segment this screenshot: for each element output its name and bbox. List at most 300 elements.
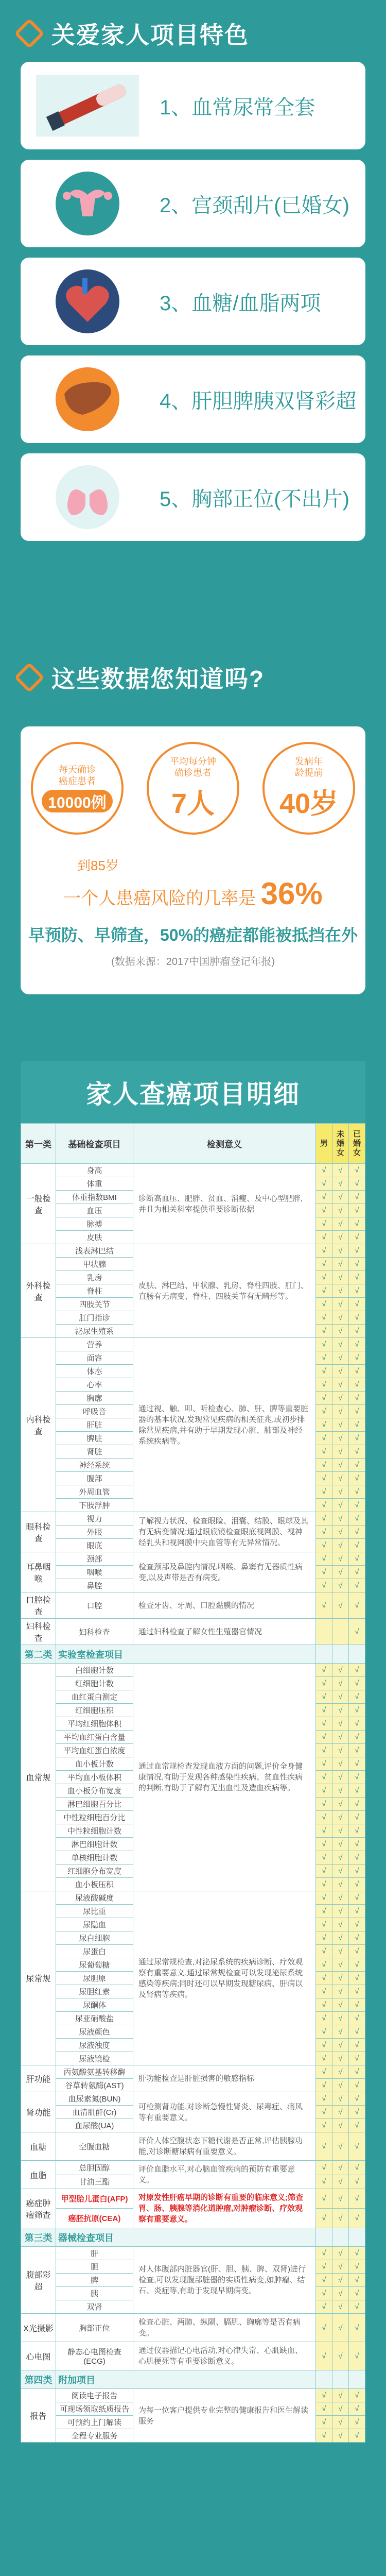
table-row <box>21 2389 365 2402</box>
check-cell: √ <box>332 2300 349 2314</box>
check-cell: √ <box>316 1878 332 1891</box>
check-cell: √ <box>332 1945 349 1958</box>
check-cell: √ <box>316 2416 332 2429</box>
item-cell: 视力 <box>56 1512 133 1526</box>
check-cell: √ <box>332 1485 349 1499</box>
part-header-row <box>21 2228 365 2247</box>
check-cell: √ <box>332 2209 349 2228</box>
check-cell <box>349 2370 365 2389</box>
meaning-cell: 通过妇科检查了解女性生殖器官情况 <box>133 1619 316 1645</box>
table-row <box>21 1664 365 1677</box>
category-cell: 心电图 <box>21 2342 56 2370</box>
check-cell: √ <box>349 2342 365 2370</box>
check-cell: √ <box>349 1972 365 1985</box>
item-cell: 可现场领取纸质报告 <box>56 2402 133 2416</box>
check-cell: √ <box>316 2052 332 2065</box>
meaning-cell: 对原发性肝癌早期的诊断有重要的临床意义;筛查胃、肠、胰腺等消化道肿瘤,对肿瘤诊断、疗效观察有重要意义。 <box>133 2189 316 2228</box>
feature-card-1 <box>21 62 365 149</box>
table-body <box>21 1164 365 2443</box>
feature-card-3 <box>21 258 365 345</box>
item-cell: 体态 <box>56 1365 133 1378</box>
check-cell: √ <box>349 1677 365 1690</box>
item-cell: 肝 <box>56 2247 133 2260</box>
check-cell: √ <box>316 1204 332 1217</box>
check-cell: √ <box>349 1566 365 1579</box>
item-cell: 营养 <box>56 1338 133 1351</box>
check-cell: √ <box>349 1905 365 1918</box>
meaning-cell: 可检测肾功能,对诊断急慢性肾炎、尿毒症、痛风等有重要意义。 <box>133 2092 316 2132</box>
item-cell: 脾脏 <box>56 1432 133 1445</box>
meaning-cell: 检查牙齿、牙周、口腔黏膜的情况 <box>133 1592 316 1619</box>
item-cell: 脾 <box>56 2274 133 2287</box>
check-cell: √ <box>349 1325 365 1338</box>
check-cell: √ <box>349 2314 365 2342</box>
age-85-label: 到85岁 <box>77 858 119 873</box>
meaning-cell: 检查心脏、两肺、纵隔、膈肌、胸廓等是否有病变。 <box>133 2314 316 2342</box>
check-cell: √ <box>349 2119 365 2132</box>
check-cell: √ <box>332 1392 349 1405</box>
check-cell: √ <box>332 2402 349 2416</box>
item-cell: 尿隐血 <box>56 1918 133 1931</box>
check-cell: √ <box>349 2247 365 2260</box>
check-cell: √ <box>316 2209 332 2228</box>
check-cell: √ <box>332 1164 349 1177</box>
check-cell: √ <box>316 1552 332 1566</box>
meaning-cell: 为每一位客户提供专业完整的健康报告和医生解读服务 <box>133 2389 316 2443</box>
prevention-line: 早预防、早筛查，50%的癌症都能被抵挡在外 <box>28 926 358 944</box>
check-cell: √ <box>332 1592 349 1619</box>
item-cell: 尿葡萄糖 <box>56 1958 133 1972</box>
item-cell: 尿亚硝酸盐 <box>56 2012 133 2025</box>
check-cell: √ <box>349 2092 365 2106</box>
check-cell: √ <box>316 1757 332 1771</box>
item-cell: 平均血红蛋白浓度 <box>56 1744 133 1757</box>
check-cell: √ <box>349 1271 365 1284</box>
item-cell: 红细胞计数 <box>56 1677 133 1690</box>
check-cell <box>332 1619 349 1645</box>
check-cell: √ <box>332 1512 349 1526</box>
check-cell: √ <box>349 1459 365 1472</box>
check-cell: √ <box>349 1338 365 1351</box>
check-cell: √ <box>316 1405 332 1418</box>
item-cell: 妇科检查 <box>56 1619 133 1645</box>
check-cell: √ <box>332 1231 349 1244</box>
check-cell: √ <box>349 1717 365 1731</box>
check-cell: √ <box>332 1731 349 1744</box>
liver-icon <box>31 363 144 435</box>
check-cell: √ <box>316 1931 332 1945</box>
category-cell: 肝功能 <box>21 2065 56 2092</box>
check-cell: √ <box>316 1485 332 1499</box>
check-cell: √ <box>316 1445 332 1459</box>
item-cell: 白细胞计数 <box>56 1664 133 1677</box>
col-meaning: 检测意义 <box>133 1124 316 1164</box>
item-cell: 脊柱 <box>56 1284 133 1298</box>
stat-circle-minute <box>147 742 239 835</box>
stat-label: 确诊患者 <box>174 767 212 778</box>
item-cell: 鼻腔 <box>56 1579 133 1592</box>
meaning-cell: 皮肤、淋巴结、甲状腺、乳房、脊柱四肢、肛门、直肠有无病变、脊柱、四肢关节有无畸形等。 <box>133 1244 316 1338</box>
check-cell: √ <box>332 1905 349 1918</box>
item-cell: 全程专业服务 <box>56 2429 133 2443</box>
item-cell: 红细胞压积 <box>56 1704 133 1717</box>
check-cell: √ <box>316 1512 332 1526</box>
item-cell: 丙氨酸氨基转移酶 <box>56 2065 133 2079</box>
feature-card-4 <box>21 355 365 443</box>
check-cell <box>316 2228 332 2247</box>
category-cell: 血脂 <box>21 2161 56 2189</box>
check-cell: √ <box>349 2189 365 2209</box>
item-cell: 平均血小板体积 <box>56 1771 133 1784</box>
table-row <box>21 2132 365 2161</box>
check-cell: √ <box>349 1552 365 1566</box>
check-cell <box>316 2370 332 2389</box>
item-cell: 甲状腺 <box>56 1258 133 1271</box>
item-cell: 神经系统 <box>56 1459 133 1472</box>
check-cell: √ <box>316 1918 332 1931</box>
item-cell: 呼吸音 <box>56 1405 133 1418</box>
check-cell: √ <box>349 1311 365 1325</box>
check-cell: √ <box>349 1177 365 1191</box>
check-cell: √ <box>332 1931 349 1945</box>
check-cell: √ <box>332 1539 349 1552</box>
check-cell: √ <box>349 2039 365 2052</box>
check-cell: √ <box>316 2247 332 2260</box>
check-cell: √ <box>316 1664 332 1677</box>
item-cell: 淋巴细胞百分比 <box>56 1798 133 1811</box>
item-cell: 血清肌酐(Cr) <box>56 2106 133 2119</box>
check-cell: √ <box>332 1690 349 1704</box>
part-cat: 第二类 <box>21 1645 56 1664</box>
check-cell: √ <box>332 1552 349 1566</box>
check-cell: √ <box>332 2429 349 2443</box>
stat-label: 癌症患者 <box>59 776 96 786</box>
check-cell: √ <box>349 2300 365 2314</box>
check-cell: √ <box>332 1918 349 1931</box>
item-cell: 红细胞分布宽度 <box>56 1865 133 1878</box>
check-cell: √ <box>316 1526 332 1539</box>
check-cell: √ <box>332 1445 349 1459</box>
check-cell: √ <box>316 1418 332 1432</box>
check-cell: √ <box>349 1231 365 1244</box>
check-cell: √ <box>349 1365 365 1378</box>
check-cell: √ <box>349 2389 365 2402</box>
check-cell: √ <box>316 1191 332 1204</box>
stat-value: 7人 <box>171 788 215 819</box>
check-cell: √ <box>332 2247 349 2260</box>
stat-value: 10000例 <box>42 790 112 812</box>
check-cell: √ <box>332 2106 349 2119</box>
risk-line <box>21 876 365 911</box>
check-cell: √ <box>316 1177 332 1191</box>
check-cell: √ <box>332 2039 349 2052</box>
heart-icon <box>31 265 144 337</box>
col-male: 男 <box>316 1124 332 1164</box>
check-cell: √ <box>349 1579 365 1592</box>
check-cell: √ <box>316 1338 332 1351</box>
check-cell: √ <box>349 1526 365 1539</box>
check-cell: √ <box>332 1378 349 1392</box>
meaning-cell: 检查颈部及鼻腔内情况,咽喉、鼻窦有无器质性病变,以及声带是否有病变。 <box>133 1552 316 1592</box>
check-cell: √ <box>316 1325 332 1338</box>
item-cell: 浅表淋巴结 <box>56 1244 133 1258</box>
check-cell: √ <box>332 2119 349 2132</box>
check-cell: √ <box>316 2402 332 2416</box>
check-cell: √ <box>349 1704 365 1717</box>
check-cell: √ <box>349 1392 365 1405</box>
check-cell <box>349 1645 365 1664</box>
check-cell: √ <box>316 1351 332 1365</box>
check-cell: √ <box>332 2079 349 2092</box>
table-row <box>21 1552 365 1566</box>
check-cell: √ <box>349 1731 365 1744</box>
check-cell <box>332 2228 349 2247</box>
category-cell: 癌症肿瘤筛查 <box>21 2189 56 2228</box>
check-cell: √ <box>316 1945 332 1958</box>
stat-label: 发病年 <box>295 756 323 767</box>
check-cell: √ <box>349 1619 365 1645</box>
check-cell: √ <box>316 1998 332 2012</box>
check-cell: √ <box>349 2025 365 2039</box>
col-category: 第一类 <box>21 1124 56 1164</box>
table-row <box>21 2161 365 2175</box>
item-cell: 胰 <box>56 2287 133 2300</box>
item-cell: 双肾 <box>56 2300 133 2314</box>
table-row <box>21 1619 365 1645</box>
check-cell: √ <box>332 1985 349 1998</box>
feature-label-1: 1、血常尿常全套 <box>160 96 315 119</box>
check-cell: √ <box>316 2287 332 2300</box>
check-cell: √ <box>316 1677 332 1690</box>
feature-label-5: 5、胸部正位(不出片) <box>160 487 349 511</box>
check-cell: √ <box>349 1378 365 1392</box>
check-cell: √ <box>332 1851 349 1865</box>
check-cell: √ <box>349 1418 365 1432</box>
check-cell: √ <box>349 1985 365 1998</box>
table-row <box>21 1891 365 1905</box>
item-cell: 咽喉 <box>56 1566 133 1579</box>
check-cell: √ <box>332 1865 349 1878</box>
check-cell: √ <box>316 1432 332 1445</box>
stat-label: 平均每分钟 <box>170 756 216 767</box>
check-cell: √ <box>316 1499 332 1512</box>
check-cell: √ <box>332 2012 349 2025</box>
check-cell: √ <box>332 1365 349 1378</box>
section1-header <box>0 10 268 57</box>
meaning-cell: 评价人体空腹状态下糖代谢是否正常,评估胰腺功能,对诊断糖尿病有重要意义。 <box>133 2132 316 2161</box>
check-cell: √ <box>332 2260 349 2274</box>
check-cell: √ <box>332 2175 349 2189</box>
item-cell: 尿白细胞 <box>56 1931 133 1945</box>
check-cell: √ <box>316 1811 332 1824</box>
check-cell: √ <box>316 1539 332 1552</box>
check-cell: √ <box>349 1798 365 1811</box>
item-cell: 颈部 <box>56 1552 133 1566</box>
check-cell: √ <box>332 2132 349 2161</box>
part-title: 实验室检查项目 <box>56 1645 316 1664</box>
check-cell: √ <box>316 1311 332 1325</box>
table-row <box>21 2314 365 2342</box>
check-cell: √ <box>349 1164 365 1177</box>
item-cell: 单核细胞计数 <box>56 1851 133 1865</box>
check-cell: √ <box>349 2106 365 2119</box>
check-cell: √ <box>316 1459 332 1472</box>
check-cell: √ <box>332 1677 349 1690</box>
check-cell: √ <box>316 1985 332 1998</box>
check-cell: √ <box>332 1784 349 1798</box>
check-cell: √ <box>349 1838 365 1851</box>
section2-header <box>0 654 283 701</box>
check-cell: √ <box>349 1298 365 1311</box>
check-cell: √ <box>332 1338 349 1351</box>
stat-circle-daily <box>31 742 124 835</box>
check-cell: √ <box>349 1405 365 1418</box>
check-cell: √ <box>332 1972 349 1985</box>
table-row <box>21 2189 365 2209</box>
data-source: (数据来源：2017中国肿瘤登记年报) <box>111 956 275 968</box>
check-cell: √ <box>332 1244 349 1258</box>
check-cell: √ <box>316 1392 332 1405</box>
item-cell: 胸部正位 <box>56 2314 133 2342</box>
check-cell: √ <box>332 1472 349 1485</box>
check-cell: √ <box>316 2189 332 2209</box>
check-cell: √ <box>316 1784 332 1798</box>
item-cell: 胆 <box>56 2260 133 2274</box>
checkup-table-wrap <box>21 1123 365 2443</box>
stat-circle-age <box>262 742 355 835</box>
item-cell: 谷草转氨酶(AST) <box>56 2079 133 2092</box>
check-cell: √ <box>349 1811 365 1824</box>
check-cell: √ <box>316 2300 332 2314</box>
check-cell: √ <box>316 2106 332 2119</box>
check-cell: √ <box>332 1204 349 1217</box>
check-cell: √ <box>332 1771 349 1784</box>
check-cell: √ <box>332 1459 349 1472</box>
item-cell: 体重指数BMI <box>56 1191 133 1204</box>
check-cell: √ <box>349 1217 365 1231</box>
stats-box <box>21 726 365 994</box>
check-cell <box>332 2370 349 2389</box>
check-cell: √ <box>349 1244 365 1258</box>
item-cell: 尿液颜色 <box>56 2025 133 2039</box>
item-cell: 尿液浊度 <box>56 2039 133 2052</box>
item-cell: 尿酮体 <box>56 1998 133 2012</box>
check-cell: √ <box>316 1824 332 1838</box>
category-cell: 一般检查 <box>21 1164 56 1244</box>
stat-label: 每天确诊 <box>59 765 96 775</box>
check-cell: √ <box>349 1918 365 1931</box>
test-tube-icon <box>31 70 144 142</box>
feature-card-5 <box>21 453 365 541</box>
check-cell: √ <box>332 1878 349 1891</box>
item-cell: 皮肤 <box>56 1231 133 1244</box>
check-cell: √ <box>349 1771 365 1784</box>
item-cell: 乳房 <box>56 1271 133 1284</box>
category-cell: 尿常规 <box>21 1891 56 2065</box>
item-cell: 中性粒细胞百分比 <box>56 1811 133 1824</box>
part-cat: 第三类 <box>21 2228 56 2247</box>
check-cell: √ <box>316 2342 332 2370</box>
check-cell: √ <box>332 1217 349 1231</box>
table-row <box>21 1512 365 1526</box>
feature-label-4: 4、肝胆脾胰双肾彩超 <box>160 389 357 413</box>
check-cell: √ <box>349 1945 365 1958</box>
check-cell: √ <box>332 1744 349 1757</box>
item-cell: 胸廓 <box>56 1392 133 1405</box>
item-cell: 口腔 <box>56 1592 133 1619</box>
check-cell: √ <box>316 1771 332 1784</box>
check-cell: √ <box>349 1445 365 1459</box>
section3-title: 家人查癌项目明细 <box>21 1061 365 1123</box>
check-cell: √ <box>316 2274 332 2287</box>
section2-title: 这些数据您知道吗? <box>51 666 265 692</box>
check-cell: √ <box>332 1526 349 1539</box>
check-cell: √ <box>316 1566 332 1579</box>
check-cell: √ <box>316 1865 332 1878</box>
check-cell: √ <box>316 1690 332 1704</box>
meaning-cell: 肝功能检查是肝脏损害的敏感指标 <box>133 2065 316 2092</box>
check-cell: √ <box>332 1757 349 1771</box>
col-unmarried: 未婚女 <box>332 1124 349 1164</box>
item-cell: 血红蛋白测定 <box>56 1690 133 1704</box>
check-cell: √ <box>332 1405 349 1418</box>
check-cell: √ <box>332 1811 349 1824</box>
check-cell: √ <box>332 1824 349 1838</box>
item-cell: 尿液酸碱度 <box>56 1891 133 1905</box>
check-cell: √ <box>332 1891 349 1905</box>
check-cell: √ <box>349 1351 365 1365</box>
check-cell: √ <box>349 2079 365 2092</box>
check-cell: √ <box>316 1838 332 1851</box>
check-cell: √ <box>349 1191 365 1204</box>
check-cell: √ <box>332 2274 349 2287</box>
check-cell: √ <box>349 1284 365 1298</box>
diamond-icon <box>14 662 44 692</box>
check-cell: √ <box>332 1432 349 1445</box>
item-cell: 肛门指诊 <box>56 1311 133 1325</box>
part-title: 附加项目 <box>56 2370 316 2389</box>
feature-label-3: 3、血糖/血脂两项 <box>160 292 321 315</box>
check-cell: √ <box>349 1744 365 1757</box>
check-cell: √ <box>349 1499 365 1512</box>
table-row <box>21 2247 365 2260</box>
check-cell: √ <box>316 1851 332 1865</box>
table-row <box>21 1592 365 1619</box>
diamond-icon <box>14 18 44 48</box>
category-cell: 腹部彩超 <box>21 2247 56 2314</box>
check-cell: √ <box>332 2189 349 2209</box>
check-cell: √ <box>349 1878 365 1891</box>
check-cell: √ <box>316 1258 332 1271</box>
check-cell: √ <box>316 1365 332 1378</box>
check-cell: √ <box>316 1958 332 1972</box>
check-cell: √ <box>316 2092 332 2106</box>
item-cell: 尿蛋白 <box>56 1945 133 1958</box>
check-cell <box>316 1645 332 1664</box>
check-cell: √ <box>332 2416 349 2429</box>
item-cell: 血小板计数 <box>56 1757 133 1771</box>
item-cell: 尿胆原 <box>56 1972 133 1985</box>
check-cell: √ <box>332 2287 349 2300</box>
item-cell: 外眼 <box>56 1526 133 1539</box>
meaning-cell: 了解视力状况、检查眼睑、泪囊、结膜、眼球及其有无病变情况;通过眼底镜检查眼底视网膜、视神经乳头和视网膜中央血管等有无异常情况。 <box>133 1512 316 1552</box>
category-cell: X光摄影 <box>21 2314 56 2342</box>
uterus-icon <box>31 167 144 240</box>
check-cell: √ <box>316 1744 332 1757</box>
item-cell: 癌胚抗原(CEA) <box>56 2209 133 2228</box>
check-cell: √ <box>332 1499 349 1512</box>
item-cell: 甲型胎儿蛋白(AFP) <box>56 2189 133 2209</box>
